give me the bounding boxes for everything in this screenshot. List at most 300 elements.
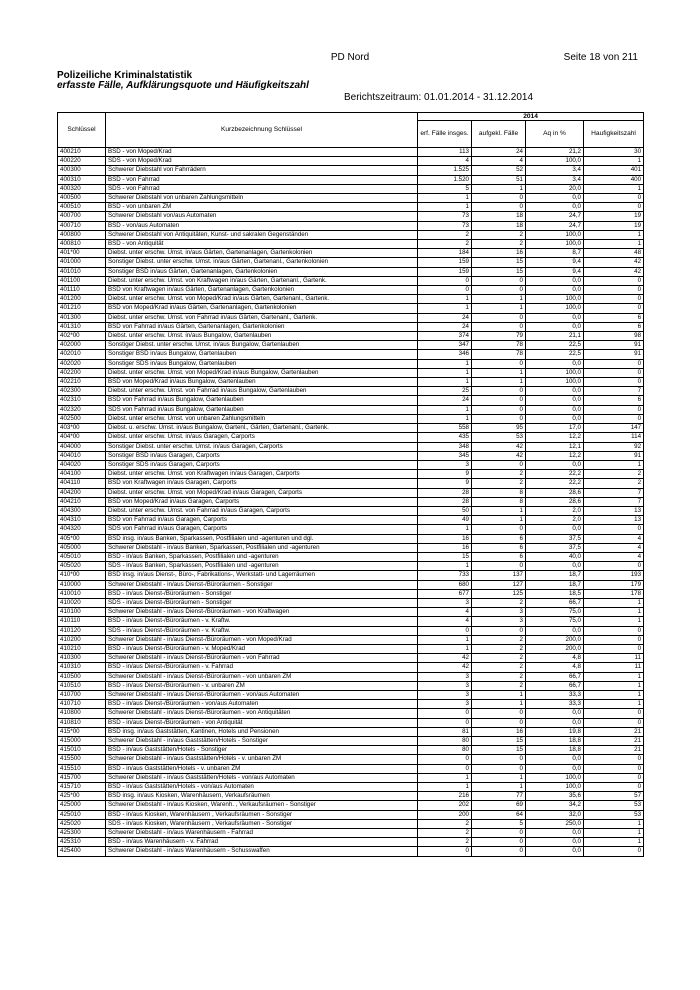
- cell-frequency: 0: [584, 709, 644, 718]
- cell-description: BSD von Kraftwagen in/aus Garagen, Carports: [106, 479, 418, 488]
- page-number: Seite 18 von 211: [563, 52, 638, 63]
- cell-frequency: 13: [584, 516, 644, 525]
- cell-key: 415510: [58, 764, 106, 773]
- cell-key: 403*00: [58, 424, 106, 433]
- cell-solved: 15: [472, 737, 526, 746]
- cell-key: 400220: [58, 157, 106, 166]
- cell-key: 402*00: [58, 332, 106, 341]
- cell-key: 404210: [58, 497, 106, 506]
- cell-key: 404320: [58, 525, 106, 534]
- report-subtitle: erfasste Fälle, Aufklärungsquote und Häufigkeitszahl: [57, 80, 309, 91]
- cell-solved: 2: [472, 654, 526, 663]
- table-row: [58, 414, 644, 423]
- table-row: [58, 516, 644, 525]
- cell-key: 410110: [58, 617, 106, 626]
- cell-solved: 69: [472, 801, 526, 810]
- cell-cases: 1: [418, 368, 472, 377]
- table-row: [58, 175, 644, 184]
- table-row: [58, 442, 644, 451]
- cell-solved: 1: [472, 690, 526, 699]
- cell-clearance-rate: 32,0: [526, 810, 584, 819]
- cell-solved: 16: [472, 249, 526, 258]
- cell-clearance-rate: 0,0: [526, 313, 584, 322]
- cell-clearance-rate: 0,0: [526, 194, 584, 203]
- cell-key: 401210: [58, 304, 106, 313]
- cell-frequency: 0: [584, 764, 644, 773]
- cell-description: Diebst. unter erschw. Umst. von Fahrrad in/aus Garagen, Carports: [106, 506, 418, 515]
- cell-frequency: 11: [584, 654, 644, 663]
- cell-clearance-rate: 0,0: [526, 755, 584, 764]
- cell-description: SDS von Fahrrad in/aus Bungalow, Gartenlauben: [106, 405, 418, 414]
- cell-cases: 24: [418, 322, 472, 331]
- cell-frequency: 0: [584, 718, 644, 727]
- table-row: [58, 350, 644, 359]
- table-row: [58, 672, 644, 681]
- cell-solved: 0: [472, 847, 526, 856]
- cell-cases: 1.520: [418, 175, 472, 184]
- cell-description: BSD - in/aus Gaststätten/Hotels - v. unbaren ZM: [106, 764, 418, 773]
- table-row: [58, 258, 644, 267]
- table-row: [58, 829, 644, 838]
- cell-key: 400210: [58, 148, 106, 157]
- cell-solved: 0: [472, 194, 526, 203]
- cell-clearance-rate: 22,5: [526, 350, 584, 359]
- cell-cases: 9: [418, 479, 472, 488]
- table-row: [58, 295, 644, 304]
- cell-description: BSD insg. in/aus Dienst-, Büro-, Fabrikations-, Werkstatt- und Lagerräumen: [106, 571, 418, 580]
- table-row: [58, 783, 644, 792]
- table-row: [58, 764, 644, 773]
- cell-description: Diebst. unter erschw. Umst. von Fahrrad in/aus Bungalow, Gartenlauben: [106, 387, 418, 396]
- cell-key: 404200: [58, 488, 106, 497]
- cell-solved: 0: [472, 838, 526, 847]
- cell-description: Sonstiger BSD in/aus Bungalow, Gartenlauben: [106, 350, 418, 359]
- cell-key: 401100: [58, 276, 106, 285]
- cell-solved: 1: [472, 516, 526, 525]
- cell-clearance-rate: 200,0: [526, 635, 584, 644]
- table-row: [58, 212, 644, 221]
- cell-clearance-rate: 37,5: [526, 543, 584, 552]
- cell-description: Schwerer Diebstahl - in/aus Dienst-/Büroräumen - von Antiquitäten: [106, 709, 418, 718]
- cell-solved: 1: [472, 773, 526, 782]
- header-frequency: Haufigkeitszahl: [584, 121, 644, 148]
- cell-solved: 42: [472, 451, 526, 460]
- table-row: [58, 249, 644, 258]
- cell-solved: 8: [472, 488, 526, 497]
- cell-clearance-rate: 22,2: [526, 470, 584, 479]
- table-row: [58, 847, 644, 856]
- cell-frequency: 1: [584, 157, 644, 166]
- cell-description: Sonstiger SDS in/aus Garagen, Carports: [106, 460, 418, 469]
- cell-solved: 0: [472, 460, 526, 469]
- cell-description: SDS - in/aus Kiosken, Warenhäusern , Verkaufsräumen - Sonstiger: [106, 819, 418, 828]
- cell-description: Schwerer Diebstahl - in/aus Dienst-/Büroräumen - von/aus Automaten: [106, 690, 418, 699]
- table-row: [58, 534, 644, 543]
- cell-frequency: 53: [584, 801, 644, 810]
- cell-cases: 3: [418, 672, 472, 681]
- cell-clearance-rate: 18,5: [526, 589, 584, 598]
- table-row: [58, 368, 644, 377]
- cell-description: Schwerer Diebstahl - in/aus Warenhäusern - Schusswaffen: [106, 847, 418, 856]
- cell-frequency: 91: [584, 341, 644, 350]
- cell-frequency: 21: [584, 746, 644, 755]
- cell-clearance-rate: 4,8: [526, 663, 584, 672]
- cell-key: 425310: [58, 838, 106, 847]
- cell-key: 402320: [58, 405, 106, 414]
- cell-key: 415010: [58, 746, 106, 755]
- cell-clearance-rate: 17,0: [526, 424, 584, 433]
- cell-solved: 77: [472, 792, 526, 801]
- cell-frequency: 0: [584, 626, 644, 635]
- table-row: [58, 709, 644, 718]
- cell-clearance-rate: 35,6: [526, 792, 584, 801]
- cell-description: BSD - in/aus Dienst-/Büroräumen - v. Moped/Krad: [106, 644, 418, 653]
- cell-clearance-rate: 9,4: [526, 267, 584, 276]
- cell-key: 402200: [58, 368, 106, 377]
- cell-description: Diebst. u. erschw. Umst. in/aus Bungalow, Gartenl., Gärten, Gartenanl., Gartenk.: [106, 424, 418, 433]
- cell-description: Schwerer Diebstahl - in/aus Kiosken, Warenh. , Verkaufsräumen - Sonstiger: [106, 801, 418, 810]
- cell-frequency: 91: [584, 451, 644, 460]
- cell-description: BSD - von/aus Automaten: [106, 221, 418, 230]
- cell-key: 410020: [58, 598, 106, 607]
- cell-cases: 5: [418, 184, 472, 193]
- table-row: [58, 718, 644, 727]
- cell-key: 402020: [58, 359, 106, 368]
- cell-cases: 113: [418, 148, 472, 157]
- cell-description: Sonstiger Diebst. unter erschw. Umst. in/aus Bungalow, Gartenlauben: [106, 341, 418, 350]
- cell-solved: 0: [472, 203, 526, 212]
- cell-cases: 1: [418, 414, 472, 423]
- cell-cases: 80: [418, 746, 472, 755]
- cell-description: Diebst. unter erschw. Umst. von Moped/Krad in/aus Gärten, Gartenanl., Gartenk.: [106, 295, 418, 304]
- cell-key: 401300: [58, 313, 106, 322]
- cell-solved: 0: [472, 829, 526, 838]
- cell-key: 401*00: [58, 249, 106, 258]
- cell-key: 404020: [58, 460, 106, 469]
- table-row: [58, 644, 644, 653]
- report-title: Polizeiliche Kriminalstatistik: [57, 70, 193, 81]
- cell-description: SDS - in/aus Banken, Sparkassen, Postfilialen und -agenturen: [106, 562, 418, 571]
- cell-solved: 0: [472, 525, 526, 534]
- cell-clearance-rate: 100,0: [526, 378, 584, 387]
- cell-clearance-rate: 0,0: [526, 709, 584, 718]
- cell-cases: 3: [418, 598, 472, 607]
- cell-description: BSD - in/aus Banken, Sparkassen, Postfilialen und -agenturen: [106, 552, 418, 561]
- table-row: [58, 341, 644, 350]
- cell-cases: 0: [418, 847, 472, 856]
- cell-cases: 49: [418, 516, 472, 525]
- cell-description: Diebst. unter erschw. Umst. von Moped/Krad in/aus Bungalow, Gartenlauben: [106, 368, 418, 377]
- cell-frequency: 0: [584, 405, 644, 414]
- cell-cases: 1: [418, 525, 472, 534]
- cell-description: Diebst. unter erschw. Umst. von Fahrrad in/aus Gärten, Gartenanl., Gartenk.: [106, 313, 418, 322]
- cell-frequency: 1: [584, 598, 644, 607]
- cell-frequency: 13: [584, 506, 644, 515]
- cell-solved: 16: [472, 727, 526, 736]
- statistics-table: [57, 112, 644, 857]
- cell-clearance-rate: 0,0: [526, 764, 584, 773]
- cell-description: BSD - von Moped/Krad: [106, 148, 418, 157]
- cell-clearance-rate: 18,8: [526, 746, 584, 755]
- cell-cases: 3: [418, 681, 472, 690]
- cell-key: 400320: [58, 184, 106, 193]
- cell-clearance-rate: 75,0: [526, 608, 584, 617]
- cell-solved: 3: [472, 617, 526, 626]
- cell-solved: 0: [472, 276, 526, 285]
- table-row: [58, 562, 644, 571]
- cell-clearance-rate: 100,0: [526, 368, 584, 377]
- cell-cases: 0: [418, 276, 472, 285]
- cell-frequency: 19: [584, 221, 644, 230]
- cell-key: 410300: [58, 654, 106, 663]
- cell-clearance-rate: 0,0: [526, 626, 584, 635]
- table-row: [58, 727, 644, 736]
- cell-frequency: 6: [584, 396, 644, 405]
- cell-cases: 1.525: [418, 166, 472, 175]
- cell-clearance-rate: 66,7: [526, 672, 584, 681]
- cell-solved: 8: [472, 497, 526, 506]
- cell-clearance-rate: 200,0: [526, 644, 584, 653]
- cell-key: 410310: [58, 663, 106, 672]
- table-row: [58, 608, 644, 617]
- cell-solved: 1: [472, 783, 526, 792]
- cell-description: Sonstiger Diebst. unter erschw. Umst. in/aus Garagen, Carports: [106, 442, 418, 451]
- cell-description: BSD - von Antiquität: [106, 240, 418, 249]
- cell-frequency: 1: [584, 230, 644, 239]
- table-row: [58, 322, 644, 331]
- cell-frequency: 0: [584, 644, 644, 653]
- cell-cases: 1: [418, 295, 472, 304]
- header-key: Schlüssel: [58, 113, 106, 148]
- cell-frequency: 42: [584, 258, 644, 267]
- cell-key: 415710: [58, 783, 106, 792]
- cell-cases: 1: [418, 635, 472, 644]
- cell-solved: 78: [472, 341, 526, 350]
- table-row: [58, 267, 644, 276]
- cell-description: Schwerer Diebstahl - in/aus Dienst-/Büroräumen - von Moped/Krad: [106, 635, 418, 644]
- cell-solved: 6: [472, 543, 526, 552]
- cell-frequency: 0: [584, 525, 644, 534]
- cell-key: 401000: [58, 258, 106, 267]
- cell-description: Schwerer Diebstahl - in/aus Warenhäusern - Fahrrad: [106, 829, 418, 838]
- table-row: [58, 359, 644, 368]
- cell-cases: 16: [418, 534, 472, 543]
- cell-clearance-rate: 0,0: [526, 276, 584, 285]
- cell-clearance-rate: 4,8: [526, 654, 584, 663]
- cell-key: 400810: [58, 240, 106, 249]
- cell-cases: 80: [418, 737, 472, 746]
- cell-cases: 50: [418, 506, 472, 515]
- cell-cases: 345: [418, 451, 472, 460]
- cell-frequency: 1: [584, 617, 644, 626]
- cell-frequency: 0: [584, 562, 644, 571]
- cell-key: 410800: [58, 709, 106, 718]
- cell-key: 401200: [58, 295, 106, 304]
- table-row: [58, 497, 644, 506]
- cell-key: 405020: [58, 562, 106, 571]
- table-row: [58, 378, 644, 387]
- cell-description: Sonstiger BSD in/aus Garagen, Carports: [106, 451, 418, 460]
- cell-frequency: 48: [584, 249, 644, 258]
- cell-description: Diebst. unter erschw. Umst. in/aus Bungalow, Gartenlauben: [106, 332, 418, 341]
- table-row: [58, 148, 644, 157]
- cell-cases: 1: [418, 783, 472, 792]
- cell-frequency: 0: [584, 304, 644, 313]
- table-row: [58, 460, 644, 469]
- cell-clearance-rate: 100,0: [526, 157, 584, 166]
- cell-frequency: 0: [584, 359, 644, 368]
- cell-frequency: 0: [584, 295, 644, 304]
- cell-frequency: 4: [584, 552, 644, 561]
- cell-cases: 25: [418, 387, 472, 396]
- cell-clearance-rate: 0,0: [526, 405, 584, 414]
- cell-clearance-rate: 100,0: [526, 773, 584, 782]
- cell-solved: 0: [472, 405, 526, 414]
- cell-cases: 9: [418, 470, 472, 479]
- cell-key: 410000: [58, 580, 106, 589]
- cell-key: 410510: [58, 681, 106, 690]
- cell-description: BSD - von unbaren ZM: [106, 203, 418, 212]
- cell-cases: 348: [418, 442, 472, 451]
- cell-clearance-rate: 24,7: [526, 221, 584, 230]
- cell-cases: 3: [418, 690, 472, 699]
- table-row: [58, 589, 644, 598]
- cell-key: 404000: [58, 442, 106, 451]
- cell-cases: 677: [418, 589, 472, 598]
- cell-solved: 4: [472, 157, 526, 166]
- cell-key: 425000: [58, 801, 106, 810]
- cell-clearance-rate: 0,0: [526, 387, 584, 396]
- table-row: [58, 681, 644, 690]
- cell-frequency: 0: [584, 755, 644, 764]
- table-row: [58, 470, 644, 479]
- cell-description: Diebst. unter erschw. Umst. von unbaren Zahlungsmitteln: [106, 414, 418, 423]
- cell-key: 402310: [58, 396, 106, 405]
- cell-description: Schwerer Diebstahl von unbaren Zahlungsmitteln: [106, 194, 418, 203]
- cell-cases: 2: [418, 819, 472, 828]
- cell-clearance-rate: 100,0: [526, 230, 584, 239]
- cell-solved: 18: [472, 212, 526, 221]
- cell-key: 410100: [58, 608, 106, 617]
- table-row: [58, 525, 644, 534]
- cell-key: 425020: [58, 819, 106, 828]
- cell-frequency: 0: [584, 414, 644, 423]
- cell-cases: 28: [418, 488, 472, 497]
- cell-clearance-rate: 18,8: [526, 737, 584, 746]
- cell-clearance-rate: 66,7: [526, 681, 584, 690]
- cell-cases: 4: [418, 617, 472, 626]
- table-row: [58, 690, 644, 699]
- cell-solved: 2: [472, 230, 526, 239]
- cell-description: BSD insg. in/aus Kiosken, Warenhäusern, Verkaufsräumen: [106, 792, 418, 801]
- table-row: [58, 387, 644, 396]
- cell-cases: 73: [418, 221, 472, 230]
- cell-solved: 24: [472, 148, 526, 157]
- table-row: [58, 424, 644, 433]
- cell-clearance-rate: 100,0: [526, 295, 584, 304]
- cell-cases: 374: [418, 332, 472, 341]
- table-row: [58, 598, 644, 607]
- cell-solved: 1: [472, 378, 526, 387]
- cell-solved: 2: [472, 635, 526, 644]
- table-row: [58, 396, 644, 405]
- cell-solved: 53: [472, 433, 526, 442]
- cell-description: SDS - in/aus Dienst-/Büroräumen - Sonstiger: [106, 598, 418, 607]
- cell-frequency: 7: [584, 387, 644, 396]
- cell-frequency: 1: [584, 672, 644, 681]
- cell-key: 404300: [58, 506, 106, 515]
- cell-key: 410120: [58, 626, 106, 635]
- cell-clearance-rate: 24,7: [526, 212, 584, 221]
- cell-key: 410710: [58, 700, 106, 709]
- cell-solved: 1: [472, 368, 526, 377]
- cell-key: 404310: [58, 516, 106, 525]
- report-period: Berichtszeitraum: 01.01.2014 - 31.12.2014: [344, 92, 534, 103]
- cell-frequency: 1: [584, 460, 644, 469]
- cell-frequency: 178: [584, 589, 644, 598]
- cell-solved: 2: [472, 240, 526, 249]
- cell-description: BSD von Moped/Krad in/aus Garagen, Carports: [106, 497, 418, 506]
- cell-solved: 0: [472, 359, 526, 368]
- cell-cases: 24: [418, 313, 472, 322]
- cell-cases: 680: [418, 580, 472, 589]
- cell-description: Diebst. unter erschw. Umst. von Kraftwagen in/aus Garagen, Carports: [106, 470, 418, 479]
- cell-solved: 2: [472, 681, 526, 690]
- cell-solved: 0: [472, 387, 526, 396]
- cell-description: BSD von Moped/Krad in/aus Gärten, Gartenanlagen, Gartenkolonien: [106, 304, 418, 313]
- cell-solved: 0: [472, 286, 526, 295]
- cell-frequency: 42: [584, 267, 644, 276]
- cell-clearance-rate: 20,0: [526, 184, 584, 193]
- table-row: [58, 543, 644, 552]
- cell-cases: 73: [418, 212, 472, 221]
- cell-cases: 15: [418, 552, 472, 561]
- cell-key: 410700: [58, 690, 106, 699]
- table-row: [58, 304, 644, 313]
- cell-solved: 64: [472, 810, 526, 819]
- cell-cases: 2: [418, 230, 472, 239]
- cell-clearance-rate: 100,0: [526, 240, 584, 249]
- cell-solved: 3: [472, 608, 526, 617]
- table-row: [58, 746, 644, 755]
- cell-solved: 0: [472, 562, 526, 571]
- cell-key: 402300: [58, 387, 106, 396]
- cell-cases: 346: [418, 350, 472, 359]
- cell-solved: 0: [472, 322, 526, 331]
- cell-solved: 0: [472, 313, 526, 322]
- header-solved: aufgekl. Fälle: [472, 121, 526, 148]
- cell-frequency: 57: [584, 792, 644, 801]
- cell-description: BSD insg. in/aus Gaststätten, Kantinen, Hotels und Pensionen: [106, 727, 418, 736]
- cell-cases: 1: [418, 405, 472, 414]
- cell-description: Schwerer Diebstahl - in/aus Banken, Sparkassen, Postfilialen und -agenturen: [106, 543, 418, 552]
- cell-description: Schwerer Diebstahl - in/aus Dienst-/Büroräumen - Sonstiger: [106, 580, 418, 589]
- cell-frequency: 7: [584, 488, 644, 497]
- cell-cases: 1: [418, 644, 472, 653]
- cell-cases: 42: [418, 663, 472, 672]
- cell-cases: 0: [418, 718, 472, 727]
- table-row: [58, 433, 644, 442]
- table-row: [58, 488, 644, 497]
- cell-frequency: 6: [584, 322, 644, 331]
- cell-clearance-rate: 3,4: [526, 175, 584, 184]
- cell-solved: 0: [472, 764, 526, 773]
- cell-description: Diebst. unter erschw. Umst. in/aus Gärten, Gartenanlagen, Gartenkolonien: [106, 249, 418, 258]
- cell-solved: 1: [472, 304, 526, 313]
- cell-cases: 0: [418, 286, 472, 295]
- cell-cases: 0: [418, 755, 472, 764]
- cell-clearance-rate: 75,0: [526, 617, 584, 626]
